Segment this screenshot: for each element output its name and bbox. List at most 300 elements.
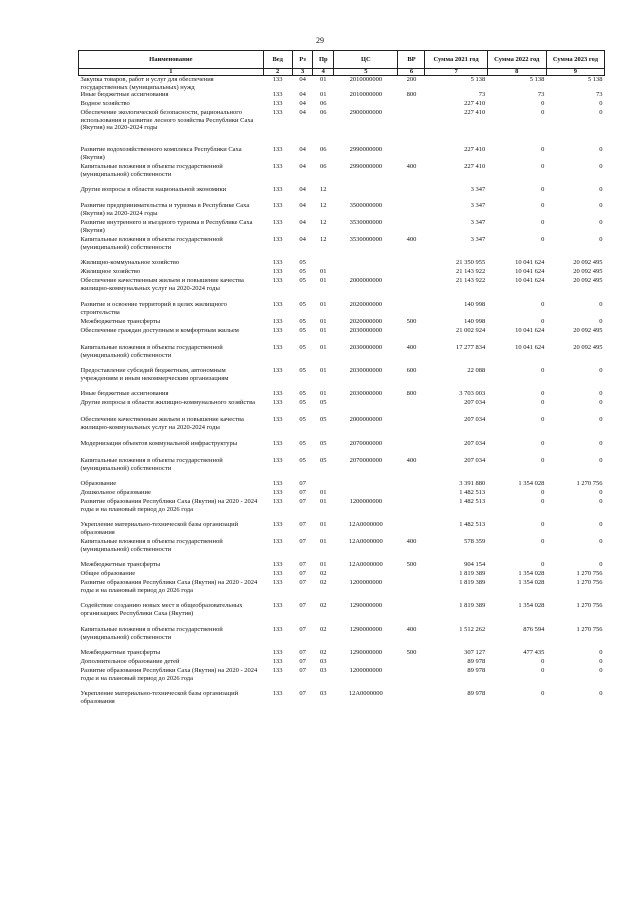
- row-ved: 133: [272, 498, 283, 506]
- table-row: [79, 602, 605, 626]
- row-rz: 07: [299, 626, 306, 634]
- table-row: [79, 109, 605, 146]
- row-pr: 06: [320, 100, 327, 108]
- row-sum-2023: 20 092 495: [573, 268, 603, 276]
- row-vr: [398, 399, 425, 416]
- row-name: Предоставление субсидий бюджетным, автономным учреждениям и иным некоммерческим организациям: [80, 367, 229, 382]
- row-sum-2021: 3 347: [470, 202, 486, 210]
- row-sum-2023: 0: [599, 186, 603, 194]
- row-pr: [313, 259, 334, 268]
- row-vr: 200: [406, 76, 417, 83]
- row-name: Обеспечение экологической безопасности, рационального использования и развитие лесного хозяйства Республики Саха (Якутия) на 2020-2024 годы: [80, 109, 254, 132]
- row-sum-2021: 1 512 262: [459, 626, 486, 634]
- row-pr: 02: [320, 570, 327, 578]
- row-rz: 07: [299, 561, 306, 569]
- row-sum-2023: 0: [599, 367, 603, 375]
- row-pr: 06: [320, 163, 327, 171]
- row-vr: [398, 658, 425, 667]
- row-vr: [398, 219, 425, 236]
- col-number: 6: [398, 69, 425, 76]
- row-sum-2022: 0: [541, 202, 545, 210]
- row-pr: 06: [320, 109, 327, 117]
- table-row: [79, 457, 605, 474]
- row-sum-2021: 3 703 003: [459, 390, 486, 398]
- row-vr: [398, 259, 425, 268]
- row-sum-2022: 0: [541, 318, 545, 326]
- row-ved: 133: [272, 602, 283, 610]
- row-cs: 2990000000: [349, 146, 383, 154]
- row-cs: 2000000000: [349, 277, 383, 285]
- table-row: [79, 219, 605, 236]
- row-pr: [313, 480, 334, 489]
- col-header-sum-2022: Сумма 2022 год: [487, 51, 546, 69]
- row-ved: 133: [272, 202, 283, 210]
- row-sum-2021: 5 138: [470, 76, 486, 83]
- row-sum-2022: 0: [541, 658, 545, 666]
- col-number: 4: [313, 69, 334, 76]
- row-pr: 12: [320, 202, 327, 210]
- row-rz: 05: [299, 367, 306, 375]
- row-name: Развитие и освоение территорий в целях жилищного строительства: [80, 301, 227, 316]
- row-sum-2022: 0: [541, 100, 545, 108]
- row-ved: 133: [272, 259, 283, 267]
- row-sum-2022: 0: [541, 690, 545, 698]
- row-sum-2023: 0: [599, 163, 603, 171]
- row-sum-2023: 73: [596, 91, 603, 99]
- row-ved: 133: [272, 390, 283, 398]
- row-vr: 400: [406, 626, 417, 634]
- row-ved: 133: [272, 538, 283, 546]
- row-cs: [334, 100, 398, 109]
- row-ved: 133: [272, 163, 283, 171]
- row-sum-2023: 0: [599, 146, 603, 154]
- row-name: Развитие образования Республики Саха (Якутия) на 2020 - 2024 годы и на плановый период до 2026 года: [80, 579, 258, 594]
- table-row: [79, 521, 605, 538]
- row-sum-2022: 0: [541, 390, 545, 398]
- col-header-sum-2021: Сумма 2021 год: [425, 51, 487, 69]
- col-header-cs: ЦС: [334, 51, 398, 69]
- row-ved: 133: [272, 480, 283, 488]
- table-row: [79, 690, 605, 707]
- row-ved: 133: [272, 236, 283, 244]
- row-name: Иные бюджетные ассигнования: [80, 91, 169, 99]
- row-pr: 01: [320, 76, 327, 83]
- row-vr: [398, 327, 425, 344]
- row-sum-2022: 0: [541, 667, 545, 675]
- col-header-pr: Пр: [313, 51, 334, 69]
- row-sum-2022: 1 354 028: [518, 579, 545, 587]
- row-cs: 2990000000: [349, 163, 383, 171]
- row-cs: 2010000000: [349, 76, 383, 83]
- row-pr: 02: [320, 626, 327, 634]
- col-number: 8: [487, 69, 546, 76]
- row-cs: 1200000000: [349, 579, 383, 587]
- row-vr: [398, 690, 425, 707]
- row-sum-2021: 140 998: [464, 318, 486, 326]
- col-header-sum-2023: Сумма 2023 год: [546, 51, 604, 69]
- row-ved: 133: [272, 100, 283, 108]
- row-sum-2022: 10 041 624: [515, 268, 545, 276]
- table-body: [79, 76, 605, 708]
- row-sum-2021: 3 347: [470, 236, 486, 244]
- row-sum-2023: 0: [599, 521, 603, 529]
- row-name: Образование: [80, 480, 117, 488]
- row-pr: 01: [320, 489, 327, 497]
- col-number: 5: [334, 69, 398, 76]
- row-sum-2021: 207 034: [464, 457, 486, 465]
- row-sum-2023: 20 092 495: [573, 344, 603, 352]
- row-sum-2021: 207 034: [464, 399, 486, 407]
- row-pr: 05: [320, 416, 327, 424]
- row-sum-2023: 20 092 495: [573, 277, 603, 285]
- row-sum-2023: 0: [599, 561, 603, 569]
- row-cs: 1200000000: [349, 498, 383, 506]
- row-ved: 133: [272, 457, 283, 465]
- row-pr: 01: [320, 561, 327, 569]
- row-rz: 05: [299, 277, 306, 285]
- row-ved: 133: [272, 399, 283, 407]
- row-rz: 07: [299, 521, 306, 529]
- row-vr: [398, 570, 425, 579]
- row-name: Межбюджетные трансферты: [80, 318, 161, 326]
- row-rz: 05: [299, 327, 306, 335]
- col-number: 9: [546, 69, 604, 76]
- row-sum-2022: 0: [541, 301, 545, 309]
- row-cs: 3530000000: [349, 219, 383, 227]
- col-header-vr: ВР: [398, 51, 425, 69]
- row-name: Развитие образования Республики Саха (Якутия) на 2020 - 2024 годы и на плановый период до 2026 года: [80, 498, 258, 513]
- row-name: Дошкольное образование: [80, 489, 151, 497]
- row-name: Капитальные вложения в объекты государственной (муниципальной) собственности: [80, 236, 223, 251]
- row-rz: 07: [299, 579, 306, 587]
- header-row: [79, 51, 605, 69]
- row-sum-2021: 1 819 389: [459, 602, 486, 610]
- row-ved: 133: [272, 626, 283, 634]
- row-vr: 400: [406, 344, 417, 352]
- row-sum-2023: 0: [599, 202, 603, 210]
- table-header: [79, 51, 605, 76]
- row-cs: 3530000000: [349, 236, 383, 244]
- row-pr: 01: [320, 318, 327, 326]
- table-row: [79, 146, 605, 163]
- row-pr: 12: [320, 219, 327, 227]
- row-cs: [334, 259, 398, 268]
- row-sum-2023: 0: [599, 109, 603, 117]
- row-cs: 2020000000: [349, 318, 383, 326]
- row-vr: 600: [406, 367, 417, 375]
- row-cs: 2070000000: [349, 440, 383, 448]
- row-pr: 12: [320, 186, 327, 194]
- row-cs: [334, 570, 398, 579]
- row-sum-2021: 140 998: [464, 301, 486, 309]
- col-header-name: Наименование: [79, 51, 264, 69]
- row-sum-2023: 1 270 756: [576, 579, 603, 587]
- row-sum-2022: 0: [541, 416, 545, 424]
- row-sum-2023: 0: [599, 301, 603, 309]
- row-sum-2022: 10 041 624: [515, 344, 545, 352]
- row-ved: 133: [272, 489, 283, 497]
- row-ved: 133: [272, 570, 283, 578]
- row-sum-2023: 0: [599, 100, 603, 108]
- table-row: [79, 579, 605, 596]
- row-ved: 133: [272, 301, 283, 309]
- row-pr: 01: [320, 367, 327, 375]
- row-sum-2022: 73: [537, 91, 545, 99]
- row-name: Другие вопросы в области национальной экономики: [80, 186, 227, 194]
- row-cs: 1290000000: [349, 626, 383, 634]
- row-sum-2021: 1 819 389: [459, 579, 486, 587]
- row-vr: 800: [406, 91, 417, 99]
- row-sum-2023: 0: [599, 399, 603, 407]
- row-pr: 12: [320, 236, 327, 244]
- table-row: [79, 277, 605, 301]
- col-number: 7: [425, 69, 487, 76]
- row-sum-2021: 904 154: [464, 561, 486, 569]
- row-rz: 05: [299, 268, 306, 276]
- row-name: Укрепление материально-технической базы организаций образования: [80, 690, 239, 705]
- table-row: [79, 538, 605, 555]
- row-cs: [334, 186, 398, 196]
- row-sum-2023: 0: [599, 440, 603, 448]
- row-sum-2021: 21 143 922: [455, 268, 486, 276]
- row-name: Развитие водохозяйственного комплекса Республики Саха (Якутия): [80, 146, 242, 161]
- row-cs: 2070000000: [349, 457, 383, 465]
- row-ved: 133: [272, 521, 283, 529]
- row-vr: [398, 602, 425, 626]
- row-cs: 12А0000000: [348, 690, 383, 698]
- row-rz: 07: [299, 538, 306, 546]
- row-cs: 2030000000: [349, 344, 383, 352]
- row-ved: 133: [272, 146, 283, 154]
- row-name: Обеспечение качественным жильем и повышение качества жилищно-коммунальных услуг на 2020-2024 годы: [80, 277, 244, 292]
- row-sum-2022: 0: [541, 440, 545, 448]
- row-ved: 133: [272, 579, 283, 587]
- row-sum-2022: 0: [541, 489, 545, 497]
- row-sum-2022: 1 354 028: [518, 602, 545, 610]
- row-pr: 01: [320, 327, 327, 335]
- row-rz: 05: [299, 344, 306, 352]
- row-ved: 133: [272, 186, 283, 194]
- row-cs: [334, 268, 398, 277]
- row-name: Общее образование: [80, 570, 136, 578]
- table-row: [79, 416, 605, 440]
- row-sum-2023: 5 138: [587, 76, 603, 83]
- row-rz: 05: [299, 390, 306, 398]
- row-sum-2022: 0: [541, 146, 545, 154]
- row-pr: 02: [320, 579, 327, 587]
- row-pr: 02: [320, 602, 327, 610]
- row-vr: [398, 277, 425, 301]
- row-name: Капитальные вложения в объекты государственной (муниципальной) собственности: [80, 538, 223, 553]
- row-name: Дополнительное образование детей: [80, 658, 180, 666]
- row-ved: 133: [272, 416, 283, 424]
- col-header-rz: Рз: [292, 51, 313, 69]
- row-vr: [398, 521, 425, 538]
- row-pr: 03: [320, 667, 327, 675]
- row-pr: 06: [320, 146, 327, 154]
- row-sum-2023: 0: [599, 318, 603, 326]
- table-row: [79, 367, 605, 384]
- row-sum-2022: 10 041 624: [515, 327, 545, 335]
- row-sum-2023: 0: [599, 498, 603, 506]
- row-cs: 1290000000: [349, 602, 383, 610]
- row-sum-2021: 227 410: [464, 100, 486, 108]
- row-rz: 07: [299, 667, 306, 675]
- table-row: [79, 667, 605, 684]
- row-sum-2023: 20 092 495: [573, 327, 603, 335]
- col-number: 1: [79, 69, 264, 76]
- row-sum-2021: 21 143 922: [455, 277, 486, 285]
- row-sum-2023: 1 270 756: [576, 480, 603, 488]
- row-sum-2022: 0: [541, 498, 545, 506]
- row-name: Капитальные вложения в объекты государственной (муниципальной) собственности: [80, 163, 223, 178]
- row-sum-2021: 22 088: [467, 367, 486, 375]
- row-sum-2021: 207 034: [464, 440, 486, 448]
- row-name: Модернизация объектов коммунальной инфраструктуры: [80, 440, 238, 448]
- row-cs: 12А0000000: [348, 521, 383, 529]
- table-row: [79, 658, 605, 667]
- row-sum-2021: 89 978: [467, 658, 486, 666]
- page-number: 29: [316, 36, 324, 45]
- row-name: Жилищно-коммунальное хозяйство: [80, 259, 180, 267]
- row-sum-2021: 1 482 513: [459, 498, 486, 506]
- col-number: 2: [263, 69, 292, 76]
- row-cs: [334, 489, 398, 498]
- row-vr: 800: [406, 390, 417, 398]
- row-ved: 133: [272, 277, 283, 285]
- row-pr: 01: [320, 344, 327, 352]
- row-sum-2022: 876 594: [523, 626, 545, 634]
- row-pr: 01: [320, 268, 327, 276]
- row-rz: 05: [299, 416, 306, 424]
- row-vr: [398, 146, 425, 163]
- table-row: [79, 561, 605, 570]
- row-cs: 2010000000: [349, 91, 383, 99]
- row-vr: [398, 498, 425, 515]
- table-row: [79, 327, 605, 344]
- row-vr: [398, 202, 425, 219]
- table-row: [79, 91, 605, 100]
- row-cs: 12А0000000: [348, 538, 383, 546]
- row-rz: 07: [299, 658, 306, 666]
- row-name: Другие вопросы в области жилищно-коммунального хозяйства: [80, 399, 255, 407]
- row-ved: 133: [272, 327, 283, 335]
- table-row: [79, 100, 605, 109]
- row-name: Иные бюджетные ассигнования: [80, 390, 169, 398]
- row-rz: 04: [299, 186, 306, 194]
- row-name: Межбюджетные трансферты: [80, 649, 161, 657]
- row-vr: [398, 268, 425, 277]
- row-ved: 133: [272, 344, 283, 352]
- table-row: [79, 570, 605, 579]
- row-sum-2021: 17 277 834: [455, 344, 486, 352]
- row-rz: 07: [299, 489, 306, 497]
- row-sum-2022: 0: [541, 561, 545, 569]
- row-rz: 04: [299, 219, 306, 227]
- row-pr: 01: [320, 390, 327, 398]
- row-sum-2023: 0: [599, 390, 603, 398]
- row-name: Закупка товаров, работ и услуг для обеспечения государственных (муниципальных) нужд: [80, 76, 214, 91]
- row-rz: 04: [299, 236, 306, 244]
- row-rz: 04: [299, 76, 306, 83]
- row-cs: 2030000000: [349, 327, 383, 335]
- row-sum-2023: 20 092 495: [573, 259, 603, 267]
- row-name: Развитие предпринимательства и туризма в Республике Саха (Якутия) на 2020-2024 годы: [80, 202, 250, 217]
- row-ved: 133: [272, 318, 283, 326]
- row-cs: 2030000000: [349, 367, 383, 375]
- table-row: [79, 626, 605, 643]
- table-row: [79, 649, 605, 658]
- row-rz: 05: [299, 301, 306, 309]
- row-vr: [398, 440, 425, 457]
- row-vr: 400: [406, 538, 417, 546]
- row-rz: 07: [299, 690, 306, 698]
- row-sum-2021: 227 410: [464, 109, 486, 117]
- row-pr: 01: [320, 521, 327, 529]
- row-pr: 02: [320, 649, 327, 657]
- row-sum-2023: 1 270 756: [576, 626, 603, 634]
- column-number-row: [79, 69, 605, 76]
- row-vr: 400: [406, 163, 417, 171]
- row-sum-2023: 0: [599, 667, 603, 675]
- row-ved: 133: [272, 91, 283, 99]
- row-sum-2023: 0: [599, 538, 603, 546]
- row-cs: 12А0000000: [348, 561, 383, 569]
- row-sum-2023: 1 270 756: [576, 570, 603, 578]
- row-sum-2021: 3 347: [470, 186, 486, 194]
- row-vr: 500: [406, 561, 417, 569]
- row-ved: 133: [272, 268, 283, 276]
- row-sum-2022: 1 354 028: [518, 480, 545, 488]
- row-sum-2022: 0: [541, 457, 545, 465]
- row-name: Межбюджетные трансферты: [80, 561, 161, 569]
- table-row: [79, 259, 605, 268]
- row-vr: [398, 301, 425, 318]
- row-sum-2021: 1 819 389: [459, 570, 486, 578]
- row-sum-2022: 10 041 624: [515, 259, 545, 267]
- row-sum-2021: 3 391 880: [459, 480, 486, 488]
- row-name: Развитие внутреннего и въездного туризма в Республике Саха (Якутия): [80, 219, 253, 234]
- row-ved: 133: [272, 667, 283, 675]
- table-row: [79, 440, 605, 457]
- row-sum-2021: 227 410: [464, 146, 486, 154]
- row-sum-2023: 0: [599, 457, 603, 465]
- row-cs: [334, 480, 398, 489]
- table-row: [79, 301, 605, 318]
- row-vr: [398, 579, 425, 596]
- row-vr: [398, 667, 425, 684]
- row-sum-2021: 3 347: [470, 219, 486, 227]
- row-sum-2021: 1 482 513: [459, 489, 486, 497]
- row-cs: 2900000000: [349, 109, 383, 117]
- table-row: [79, 163, 605, 180]
- row-rz: 07: [299, 602, 306, 610]
- row-cs: 2000000000: [349, 416, 383, 424]
- row-pr: 01: [320, 277, 327, 285]
- row-name: Капитальные вложения в объекты государственной (муниципальной) собственности: [80, 457, 223, 472]
- row-rz: 04: [299, 100, 306, 108]
- row-rz: 07: [299, 480, 306, 488]
- row-cs: 2020000000: [349, 301, 383, 309]
- row-rz: 05: [299, 318, 306, 326]
- row-name: Капитальные вложения в объекты государственной (муниципальной) собственности: [80, 626, 223, 641]
- row-sum-2022: 0: [541, 521, 545, 529]
- budget-table: [78, 50, 605, 707]
- row-pr: 05: [320, 457, 327, 465]
- row-pr: 01: [320, 538, 327, 546]
- row-sum-2022: 0: [541, 109, 545, 117]
- row-name: Обеспечение качественным жильем и повышение качества жилищно-коммунальных услуг на 2020-2024 годы: [80, 416, 244, 431]
